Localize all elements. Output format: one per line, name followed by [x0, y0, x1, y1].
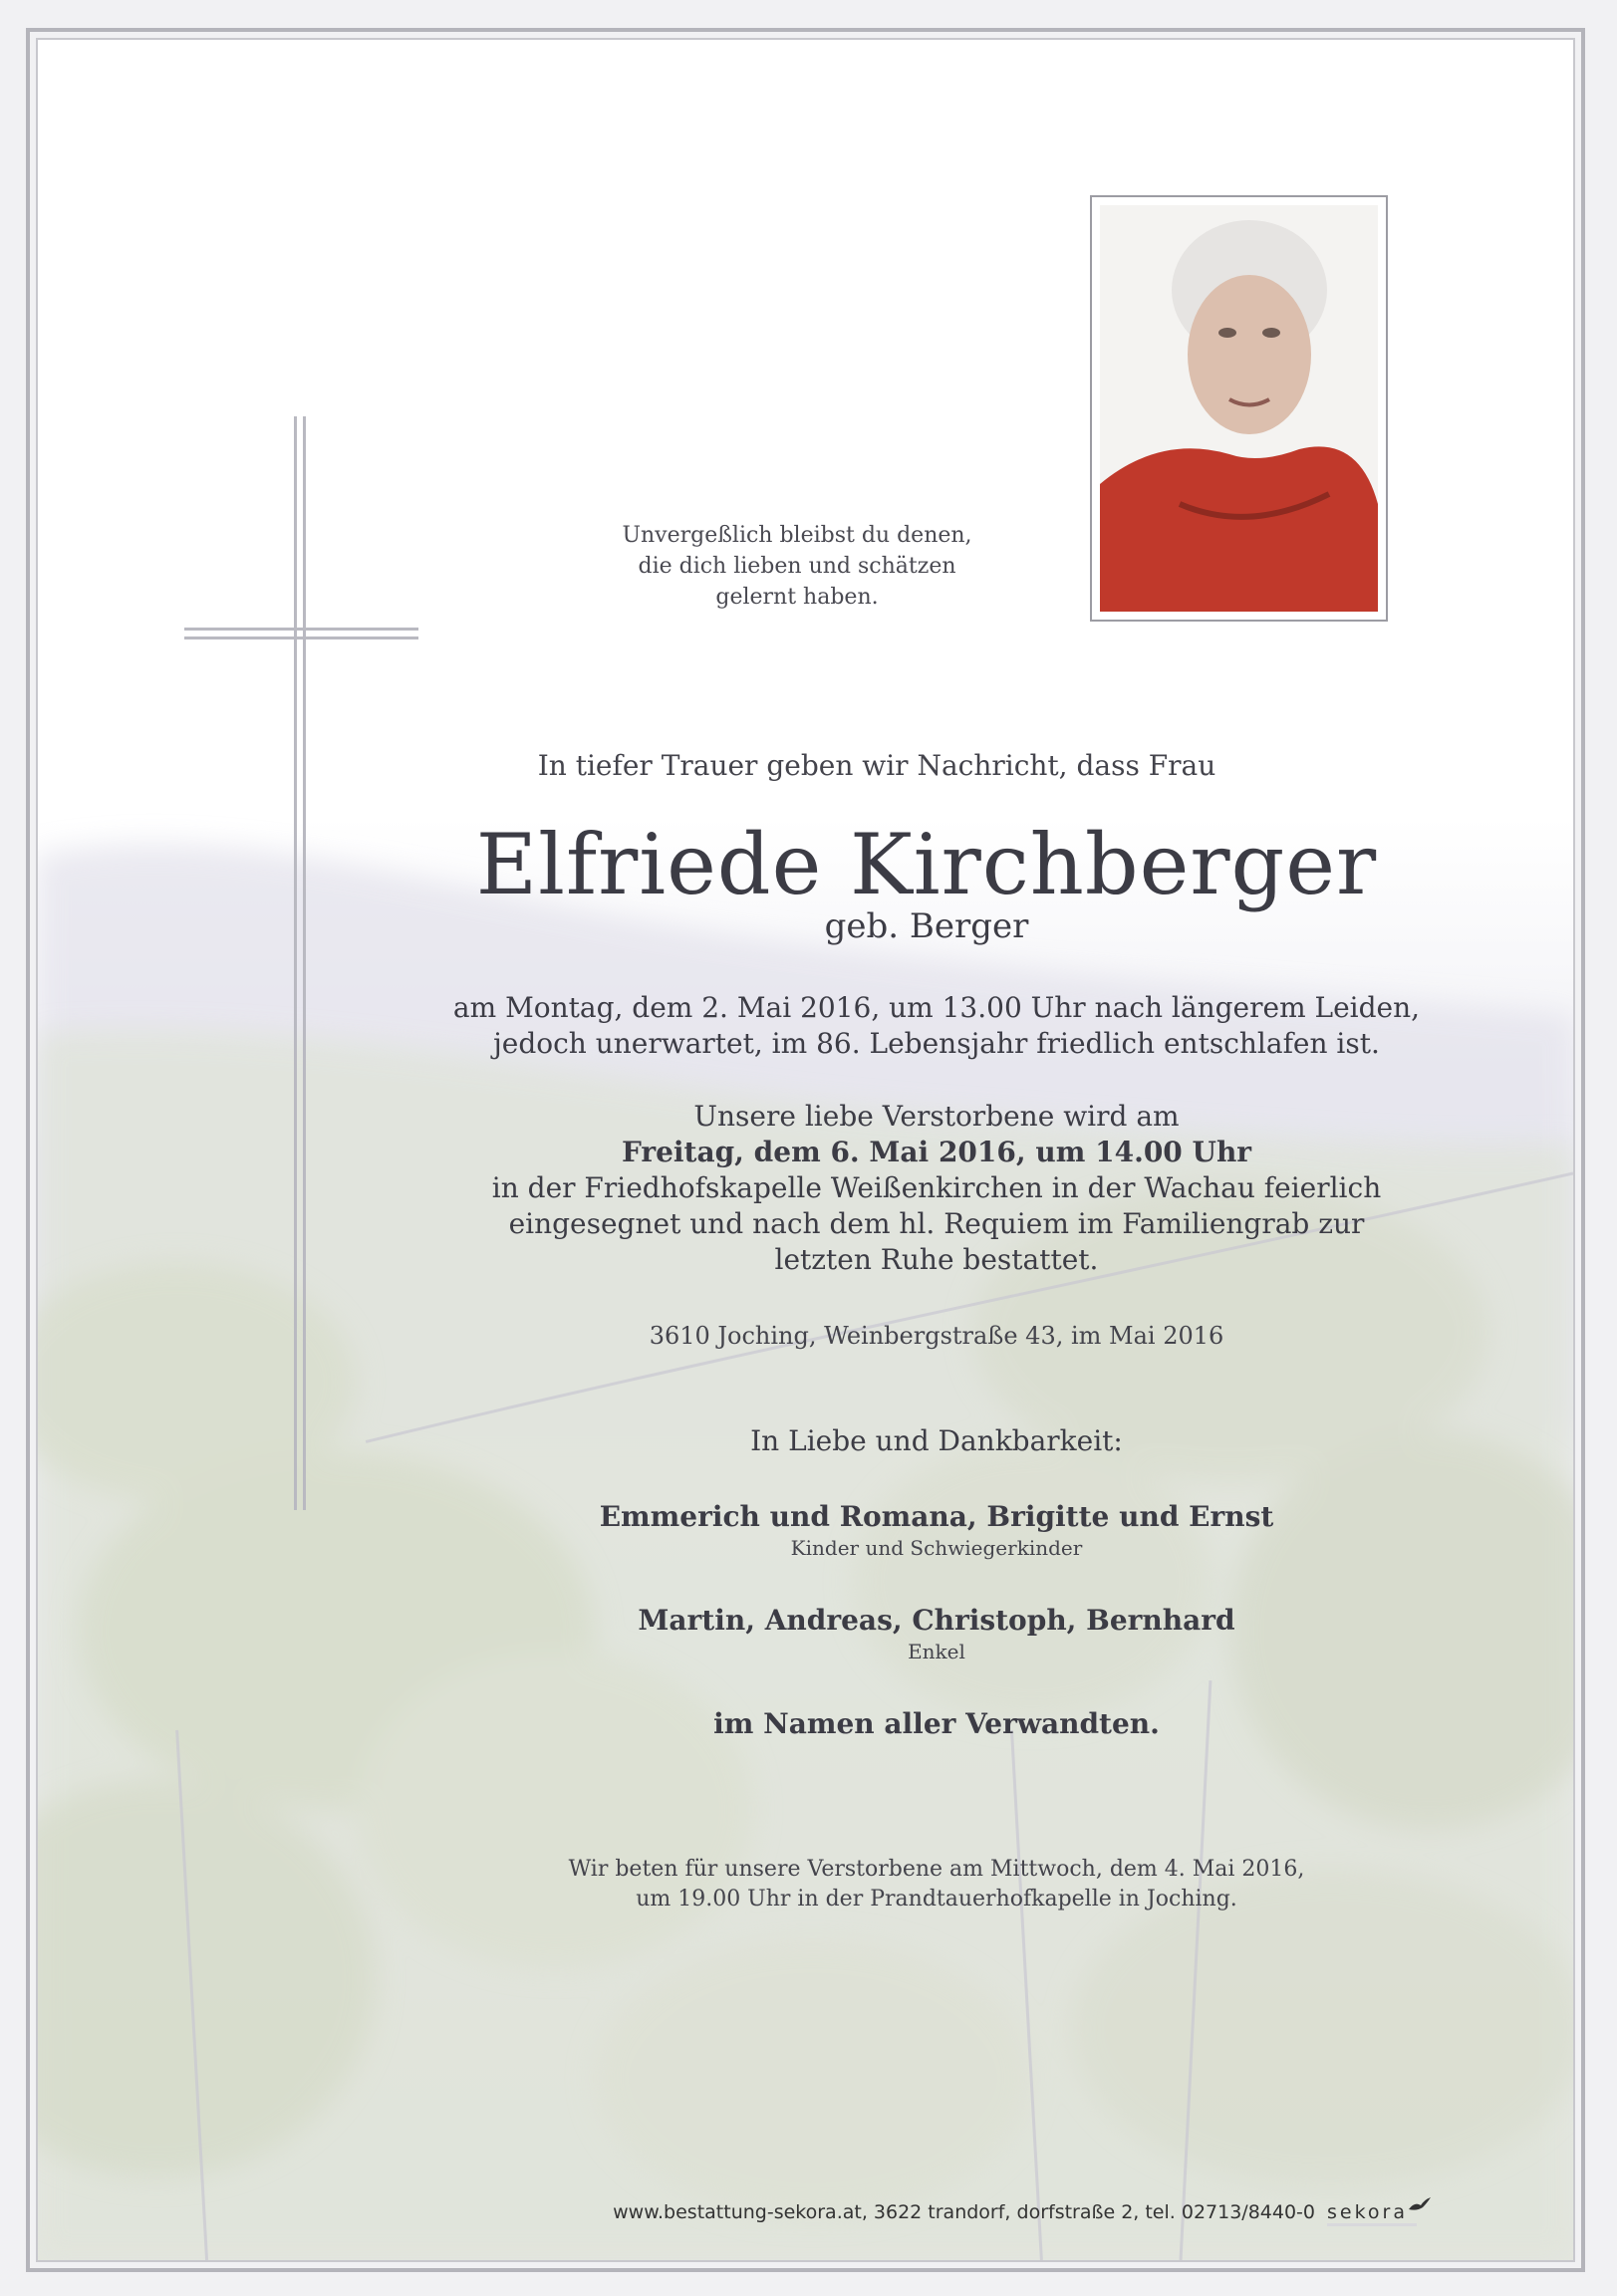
cross-vertical-line	[294, 416, 297, 1510]
portrait-photo	[1100, 205, 1378, 612]
memorial-quote	[558, 520, 1036, 613]
prayer-line: um 19.00 Uhr in der Prandtauerhofkapelle in Joching.	[636, 1887, 1237, 1912]
logo-text: sekora	[1327, 2201, 1408, 2223]
funeral-details	[438, 1099, 1435, 1278]
bird-icon	[1407, 2195, 1433, 2213]
cross-vertical-line	[303, 416, 306, 1510]
funeral-line: letzten Ruhe bestattet.	[774, 1243, 1099, 1276]
family-address: 3610 Joching, Weinbergstraße 43, im Mai 2016	[649, 1322, 1224, 1350]
sekora-logo	[1323, 2195, 1433, 2235]
quote-line: Unvergeßlich bleibst du denen,	[622, 523, 972, 548]
passing-line: am Montag, dem 2. Mai 2016, um 13.00 Uhr nach längerem Leiden,	[452, 991, 1421, 1024]
funeral-home-contact: www.bestattung-sekora.at, 3622 trandorf, dorfstraße 2, tel. 02713/8440-0	[613, 2201, 1315, 2223]
passing-line: jedoch unerwartet, im 86. Lebensjahr friedlich entschlafen ist.	[493, 1027, 1380, 1060]
funeral-line: in der Friedhofskapelle Weißenkirchen in der Wachau feierlich	[491, 1171, 1382, 1204]
cross-horizontal-line	[184, 637, 418, 639]
deceased-name: Elfriede Kirchberger	[475, 816, 1378, 913]
mourner-relation: Kinder und Schwiegerkinder	[790, 1536, 1083, 1560]
prayer-line: Wir beten für unsere Verstorbene am Mittwoch, dem 4. Mai 2016,	[568, 1857, 1305, 1882]
cross-horizontal-line	[184, 628, 418, 631]
funeral-date: Freitag, dem 6. Mai 2016, um 14.00 Uhr	[621, 1136, 1252, 1168]
passing-details	[438, 990, 1435, 1062]
gratitude-heading: In Liebe und Dankbarkeit:	[750, 1424, 1123, 1457]
closing-line: im Namen aller Verwandten.	[713, 1707, 1160, 1740]
mourner-names: Emmerich und Romana, Brigitte und Ernst	[599, 1500, 1274, 1533]
logo-underline	[1327, 2223, 1417, 2226]
mourner-names: Martin, Andreas, Christoph, Bernhard	[638, 1604, 1235, 1637]
prayer-notice	[438, 1855, 1435, 1914]
portrait-frame	[1090, 195, 1388, 622]
announcement-intro: In tiefer Trauer geben wir Nachricht, dass Frau	[537, 749, 1216, 782]
birth-name: geb. Berger	[824, 906, 1029, 946]
funeral-line: eingesegnet und nach dem hl. Requiem im Familiengrab zur	[508, 1207, 1365, 1240]
mourner-relation: Enkel	[908, 1640, 965, 1663]
funeral-line: Unsere liebe Verstorbene wird am	[693, 1100, 1180, 1133]
quote-line: gelernt haben.	[715, 585, 879, 610]
quote-line: die dich lieben und schätzen	[638, 554, 956, 579]
